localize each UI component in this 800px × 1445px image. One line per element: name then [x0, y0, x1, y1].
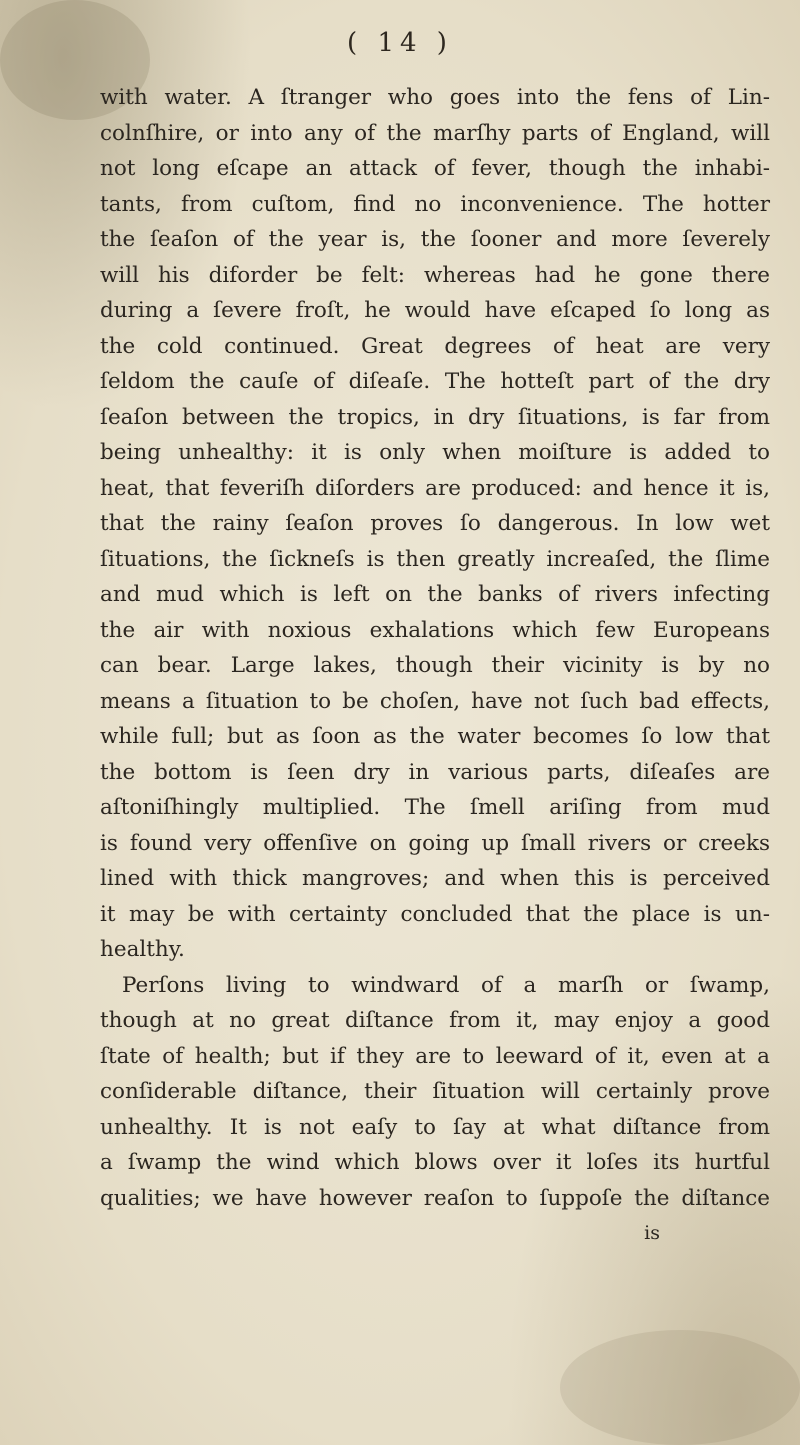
- text-line: heat, that feveriſh diſorders are produced: and hence it is,: [100, 475, 770, 501]
- text-line: that the rainy ſeaſon proves ſo dangerous. In low wet: [100, 511, 770, 536]
- text-line: the bottom is ſeen dry in various parts, diſeaſes are: [100, 759, 770, 785]
- text-line: will his diforder be felt: whereas had he gone there: [100, 262, 770, 288]
- text-line: though at no great diſtance from it, may enjoy a good: [100, 1008, 770, 1033]
- text-line: ſeldom the cauſe of diſeaſe. The hotteſt part of the dry: [100, 369, 770, 394]
- text-line: colnſhire, or into any of the marſhy parts of England, will: [100, 120, 770, 146]
- text-line: is found very offenſive on going up ſmall rivers or creeks: [100, 830, 770, 856]
- text-line: being unhealthy: it is only when moiſture is added to: [100, 440, 770, 465]
- text-line: with water. A ſtranger who goes into the fens of Lin-: [100, 85, 770, 110]
- text-line: not long eſcape an attack of fever, though the inhabi-: [100, 156, 770, 181]
- text-line: Perſons living to windward of a marſh or ſwamp,: [122, 972, 770, 998]
- text-line: the cold continued. Great degrees of heat are very: [100, 333, 770, 359]
- text-line: during a ſevere froſt, he would have eſcaped ſo long as: [100, 298, 770, 323]
- page-number: ( 14 ): [347, 28, 453, 58]
- text-line: conſiderable diſtance, their ſituation will certainly prove: [100, 1079, 770, 1104]
- text-line: aſtoniſhingly multiplied. The ſmell ariſing from mud: [100, 795, 770, 820]
- catchword: is: [644, 1222, 660, 1244]
- text-line: qualities; we have however reaſon to ſuppoſe the diſtance: [100, 1185, 770, 1211]
- text-line: unhealthy. It is not eaſy to ſay at what diſtance from: [100, 1114, 770, 1140]
- text-line: the ſeaſon of the year is, the ſooner and more ſeverely: [100, 227, 770, 252]
- text-line: and mud which is left on the banks of rivers infecting: [100, 582, 770, 607]
- text-line: ſituations, the ſickneſs is then greatly increaſed, the ſlime: [100, 546, 770, 572]
- text-line: while full; but as ſoon as the water becomes ſo low that: [100, 724, 770, 749]
- text-line: ſtate of health; but if they are to leeward of it, even at a: [100, 1043, 770, 1069]
- text-line: healthy.: [100, 937, 185, 962]
- text-line: the air with noxious exhalations which few Europeans: [100, 617, 770, 643]
- text-line: lined with thick mangroves; and when this is perceived: [100, 866, 770, 891]
- text-line: a ſwamp the wind which blows over it loſes its hurtful: [100, 1150, 770, 1175]
- text-line: it may be with certainty concluded that the place is un-: [100, 901, 770, 927]
- text-line: means a ſituation to be choſen, have not ſuch bad effects,: [100, 688, 770, 714]
- body-text: [100, 80, 770, 1252]
- text-line: tants, from cuſtom, find no inconvenience. The hotter: [100, 191, 770, 217]
- paper-stain: [560, 1330, 800, 1445]
- text-line: can bear. Large lakes, though their vicinity is by no: [100, 653, 770, 678]
- text-line: ſeaſon between the tropics, in dry ſituations, is far from: [100, 404, 770, 430]
